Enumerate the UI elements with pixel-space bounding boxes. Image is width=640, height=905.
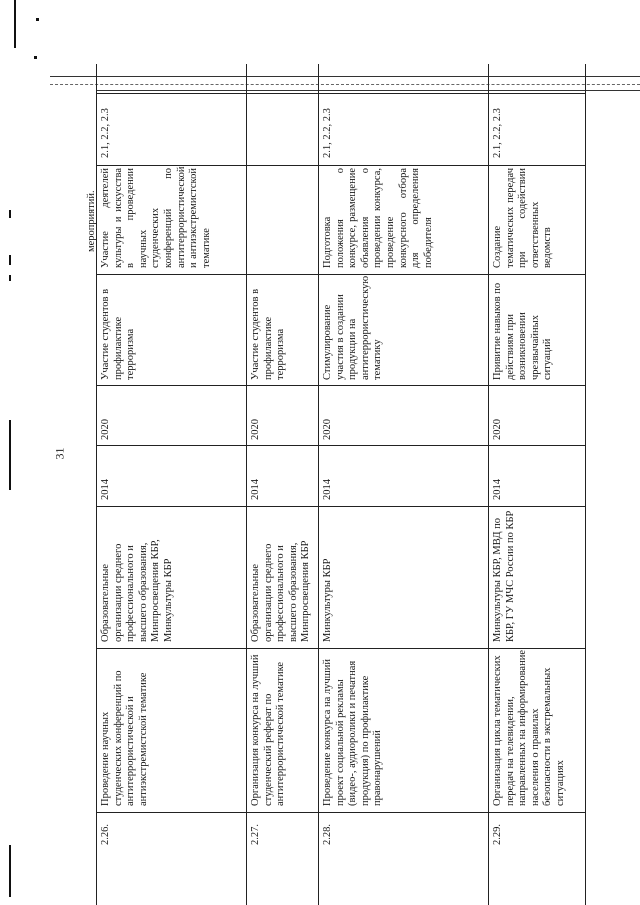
cell-number: 2.26. (100, 824, 111, 845)
page-number: 31 (52, 447, 67, 460)
cell-result: Участие деятелей культуры и искусства в проведении научных студенческих конференций по антитеррористической и антиэкстремистской тематике (100, 166, 212, 268)
scan-mark (9, 420, 11, 490)
scan-mark (9, 210, 11, 218)
cell-start-year: 2014 (250, 479, 261, 500)
grid-line (96, 445, 585, 446)
cell-number: 2.28. (322, 824, 333, 845)
grid-line (96, 274, 585, 275)
cell-title: Организация конкурса на лучший студенческий реферат по антитеррористической тематике (250, 654, 287, 806)
cell-tasks: 2.1, 2.2, 2.3 (492, 108, 503, 158)
cell-executors: Минкультуры КБР, МВД по КБР, ГУ МЧС России по КБР (492, 510, 516, 642)
top-rule-dashed (50, 84, 640, 85)
top-rule (50, 76, 640, 77)
cell-title: Проведение конкурса на лучший проект социальной рекламы (видео-, аудиоролики и печатная продукция) по профилактике правонарушений (322, 659, 384, 806)
grid-line (96, 93, 585, 94)
scan-mark (14, 0, 16, 48)
cell-end-year: 2020 (100, 419, 111, 440)
cell-number: 2.29. (492, 824, 503, 845)
cell-goal: Участие студентов в профилактике терроризма (250, 288, 287, 380)
grid-line (585, 64, 586, 905)
cell-title: Организация цикла тематических передач на телевидении, направленных на информирование населения о правилах безопасности в экстремальных ситуациях (492, 650, 566, 806)
top-rule (96, 90, 640, 91)
cell-executors: Образовательные организации среднего профессионального и высшего образования, Минпросвещения КБР (250, 540, 312, 642)
cell-executors: Минкультуры КБР (322, 558, 333, 642)
grid-line (488, 64, 489, 905)
grid-line (96, 812, 585, 813)
cell-end-year: 2020 (250, 419, 261, 440)
scan-mark (9, 255, 11, 265)
cell-partial-result: мероприятий. (86, 190, 97, 252)
grid-line (96, 165, 585, 166)
grid-line (96, 385, 585, 386)
cell-end-year: 2020 (322, 419, 333, 440)
cell-end-year: 2020 (492, 419, 503, 440)
grid-line (96, 648, 585, 649)
cell-tasks: 2.1, 2.2, 2.3 (100, 108, 111, 158)
cell-start-year: 2014 (492, 479, 503, 500)
cell-title: Проведение научных студенческих конференций по антитеррористической и антиэкстремистской тематике (100, 670, 149, 806)
cell-start-year: 2014 (322, 479, 333, 500)
scan-mark (34, 56, 37, 59)
cell-tasks: 2.1, 2.2, 2.3 (322, 108, 333, 158)
cell-number: 2.27. (250, 824, 261, 845)
cell-result: Создание тематических передач при содействии ответственных ведомств (492, 168, 554, 268)
scan-mark (9, 845, 11, 897)
cell-goal: Стимулирование участия в создании продукции на антитеррористическую тематику (322, 275, 384, 380)
cell-goal: Участие студентов в профилактике терроризма (100, 288, 137, 380)
cell-start-year: 2014 (100, 479, 111, 500)
cell-result: Подготовка положения о конкурсе, размещение объявления о проведении конкурса, проведение конкурсного отбора для определения победителя (322, 168, 434, 268)
grid-line (246, 64, 247, 905)
scan-mark (9, 275, 11, 281)
cell-goal: Привитие навыков по действиям при возникновении чрезвычайных ситуаций (492, 282, 554, 380)
cell-executors: Образовательные организации среднего профессионального и высшего образования, Минпросвещения КБР, Минкультуры КБР (100, 539, 174, 642)
scan-mark (36, 18, 39, 21)
grid-line (318, 64, 319, 905)
